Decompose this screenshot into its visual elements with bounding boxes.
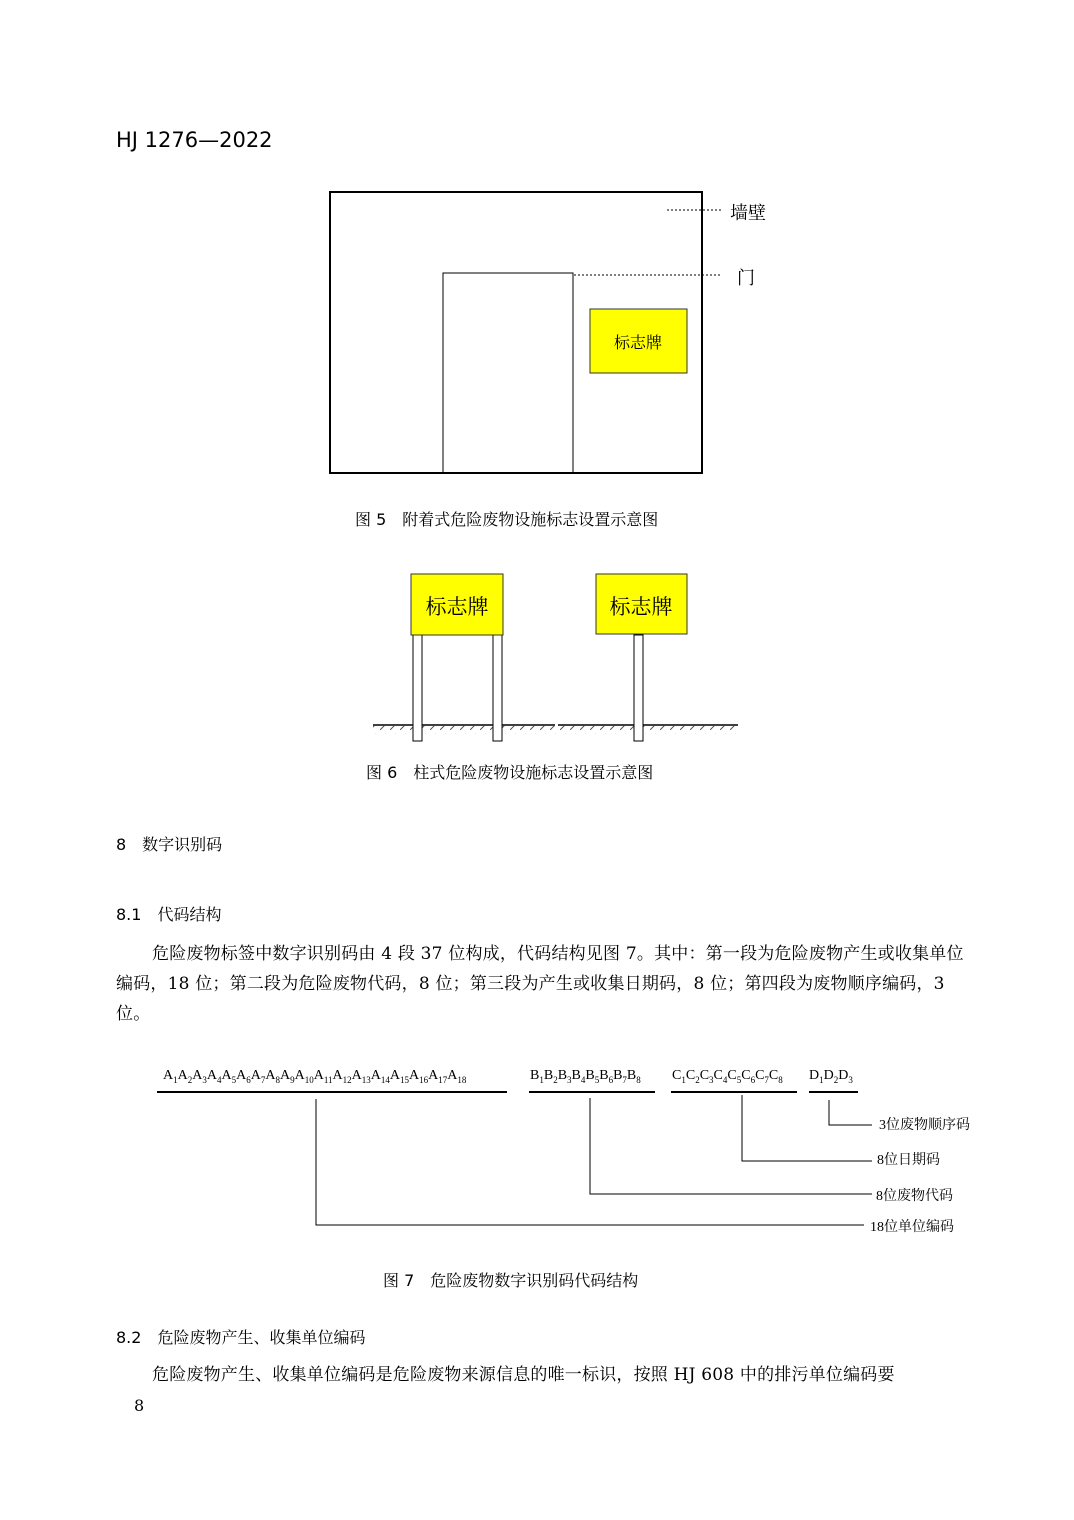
code-letter: B bbox=[543, 1068, 554, 1083]
code-letter: A bbox=[313, 1068, 324, 1083]
code-letter: A bbox=[206, 1068, 217, 1083]
figure-6-diagram bbox=[0, 560, 1074, 760]
code-segment-d bbox=[809, 1068, 853, 1085]
code-letter: C bbox=[699, 1068, 710, 1083]
section-8-2-paragraph: 危险废物产生、收集单位编码是危险废物来源信息的唯一标识，按照 HJ 608 中的排污单位编码要 bbox=[152, 1365, 895, 1385]
code-letter: C bbox=[741, 1068, 751, 1083]
code-subscript: 17 bbox=[438, 1075, 448, 1085]
document-id: HJ 1276—2022 bbox=[116, 128, 273, 152]
code-subscript: 7 bbox=[260, 1075, 266, 1085]
right-post bbox=[634, 635, 643, 741]
code-letter: A bbox=[447, 1068, 458, 1083]
code-subscript: 1 bbox=[173, 1075, 178, 1085]
section-8-1-paragraph: 危险废物标签中数字识别码由 4 段 37 位构成，代码结构见图 7。其中：第一段为危险废物产生或收集单位编码，18 位；第二段为危险废物代码，8 位；第三段为产生或收集日期码，8 位；第四段为废物顺序编码，3 位。 bbox=[116, 944, 964, 1024]
section-8-2-heading: 8.2 危险废物产生、收集单位编码 bbox=[116, 1328, 366, 1347]
left-post-2 bbox=[493, 635, 502, 741]
wall-sign-label: 标志牌 bbox=[613, 333, 663, 352]
code-letter: B bbox=[599, 1068, 609, 1083]
code-subscript: 15 bbox=[400, 1075, 410, 1085]
code-letter: A bbox=[250, 1068, 261, 1083]
label-c: 8位日期码 bbox=[877, 1153, 940, 1168]
code-letter: D bbox=[809, 1068, 820, 1083]
code-letter: A bbox=[389, 1068, 401, 1083]
code-letter: C bbox=[713, 1068, 723, 1083]
code-subscript: 1 bbox=[539, 1075, 544, 1085]
code-subscript: 7 bbox=[764, 1075, 769, 1085]
figure-5-caption: 图 5 附着式危险废物设施标志设置示意图 bbox=[355, 510, 659, 529]
code-subscript: 9 bbox=[290, 1075, 295, 1085]
code-letter: A bbox=[332, 1068, 343, 1083]
code-subscript: 5 bbox=[594, 1075, 600, 1085]
code-letter: A bbox=[221, 1068, 232, 1083]
code-letter: A bbox=[177, 1068, 188, 1083]
label-d: 3位废物顺序码 bbox=[879, 1118, 970, 1133]
code-letter: A bbox=[265, 1068, 276, 1083]
figure-6-caption: 图 6 柱式危险废物设施标志设置示意图 bbox=[366, 763, 654, 782]
code-letter: A bbox=[428, 1068, 439, 1083]
code-subscript: 14 bbox=[380, 1075, 390, 1085]
code-letter: B bbox=[571, 1068, 581, 1083]
right-post-sign-label: 标志牌 bbox=[609, 595, 673, 619]
code-subscript: 2 bbox=[695, 1075, 700, 1085]
code-subscript: 8 bbox=[636, 1075, 641, 1085]
door-label: 门 bbox=[737, 268, 755, 289]
code-segment-a bbox=[163, 1068, 467, 1085]
code-segment-b bbox=[530, 1068, 641, 1085]
code-subscript: 6 bbox=[608, 1075, 614, 1085]
code-letter: A bbox=[294, 1068, 305, 1083]
code-letter: C bbox=[685, 1068, 696, 1083]
section-8-1-heading: 8.1 代码结构 bbox=[116, 905, 222, 924]
code-subscript: 3 bbox=[202, 1075, 207, 1085]
connector-c bbox=[742, 1095, 872, 1161]
code-subscript: 2 bbox=[187, 1075, 193, 1085]
ground-hatch bbox=[373, 726, 738, 734]
connector-b bbox=[590, 1098, 872, 1194]
code-letter: A bbox=[280, 1068, 291, 1083]
code-subscript: 3 bbox=[709, 1075, 714, 1085]
code-letter: D bbox=[823, 1068, 834, 1083]
code-subscript: 12 bbox=[342, 1075, 352, 1085]
code-letter: B bbox=[585, 1068, 595, 1083]
code-subscript: 4 bbox=[217, 1075, 222, 1085]
code-subscript: 5 bbox=[231, 1075, 237, 1085]
code-subscript: 11 bbox=[323, 1075, 333, 1085]
connector-d bbox=[829, 1100, 872, 1125]
code-letter: C bbox=[768, 1068, 779, 1083]
code-subscript: 6 bbox=[246, 1075, 251, 1085]
code-letter: A bbox=[192, 1068, 203, 1083]
figure-5-diagram bbox=[0, 0, 1074, 500]
label-a: 18位单位编码 bbox=[870, 1220, 954, 1235]
code-subscript: 7 bbox=[622, 1075, 627, 1085]
code-subscript: 2 bbox=[833, 1075, 839, 1085]
figure-7-diagram bbox=[0, 1055, 1074, 1255]
section-8-heading: 8 数字识别码 bbox=[116, 835, 223, 854]
code-subscript: 8 bbox=[778, 1075, 783, 1085]
code-subscript: 6 bbox=[750, 1075, 756, 1085]
code-letter: B bbox=[557, 1068, 568, 1083]
code-subscript: 8 bbox=[275, 1075, 280, 1085]
code-letter: C bbox=[755, 1068, 765, 1083]
code-letter: A bbox=[163, 1068, 174, 1083]
code-subscript: 16 bbox=[419, 1075, 429, 1085]
code-letter: A bbox=[351, 1068, 362, 1083]
code-letter: B bbox=[530, 1068, 540, 1083]
code-letter: B bbox=[613, 1068, 623, 1083]
code-letter: C bbox=[672, 1068, 682, 1083]
left-post-sign-label: 标志牌 bbox=[425, 595, 489, 619]
code-subscript: 3 bbox=[848, 1075, 853, 1085]
code-letter: C bbox=[727, 1068, 737, 1083]
code-letter: A bbox=[409, 1068, 420, 1083]
code-letter: A bbox=[236, 1068, 247, 1083]
code-subscript: 2 bbox=[553, 1075, 558, 1085]
code-subscript: 1 bbox=[819, 1075, 824, 1085]
code-subscript: 3 bbox=[567, 1075, 572, 1085]
label-b: 8位废物代码 bbox=[876, 1189, 953, 1204]
code-subscript: 4 bbox=[580, 1075, 586, 1085]
code-subscript: 10 bbox=[304, 1075, 314, 1085]
code-segment-c bbox=[672, 1068, 783, 1085]
figure-7-caption: 图 7 危险废物数字识别码代码结构 bbox=[383, 1271, 639, 1290]
code-subscript: 5 bbox=[736, 1075, 742, 1085]
wall-label: 墙壁 bbox=[730, 203, 766, 224]
code-subscript: 4 bbox=[722, 1075, 728, 1085]
left-post-1 bbox=[413, 635, 422, 741]
door-rect bbox=[443, 273, 573, 473]
code-letter: B bbox=[626, 1068, 637, 1083]
code-letter: A bbox=[370, 1068, 381, 1083]
code-subscript: 18 bbox=[457, 1075, 467, 1085]
code-subscript: 13 bbox=[361, 1075, 371, 1085]
page-number: 8 bbox=[134, 1396, 145, 1415]
code-subscript: 1 bbox=[681, 1075, 686, 1085]
code-letter: D bbox=[838, 1068, 849, 1083]
